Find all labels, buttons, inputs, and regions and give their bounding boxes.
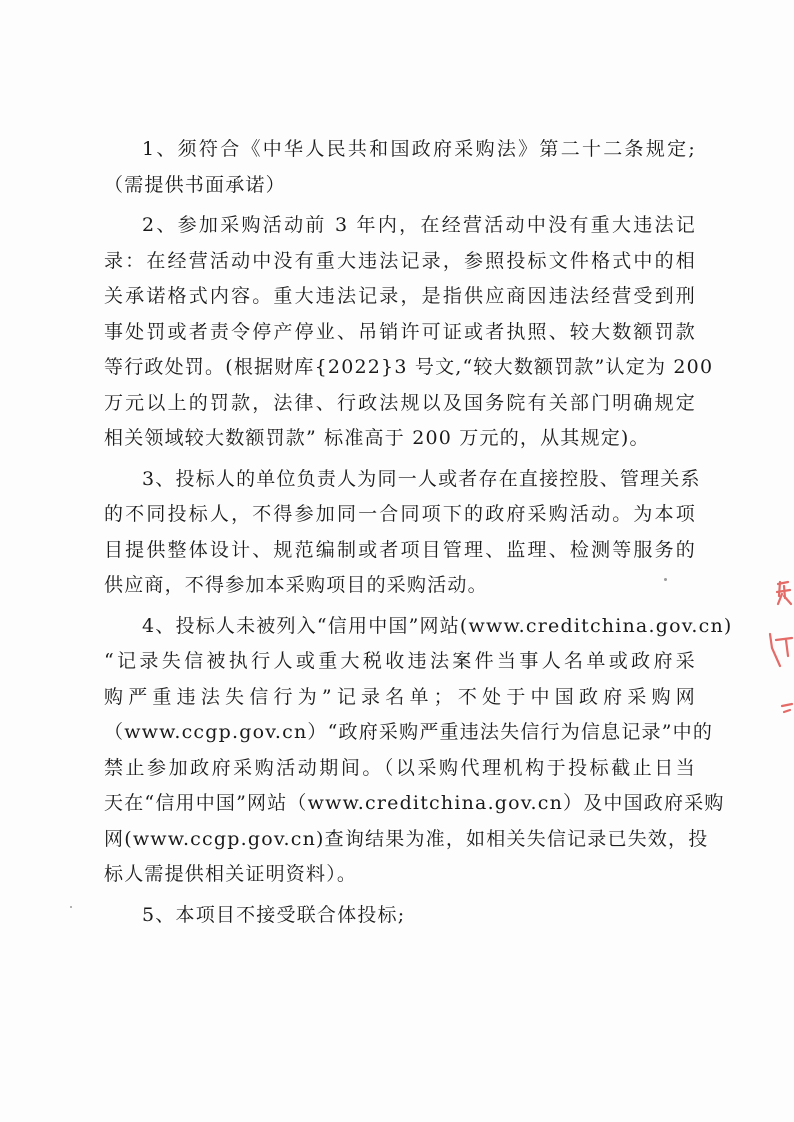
text-line: 的不同投标人，不得参加同一合同项下的政府采购活动。为本项 bbox=[104, 503, 696, 525]
text-line: 天在“信用中国”网站（www.creditchina.gov.cn）及中国政府采购 bbox=[104, 792, 725, 814]
paragraph-2 bbox=[104, 208, 714, 457]
text-line: 关承诺格式内容。重大违法记录，是指供应商因违法经营受到刑 bbox=[104, 285, 696, 307]
text-line: （www.ccgp.gov.cn）“政府采购严重违法失信行为信息记录”中的 bbox=[104, 721, 714, 743]
text-line: 万元以上的罚款，法律、行政法规以及国务院有关部门明确规定 bbox=[104, 391, 696, 414]
text-line: 标人需提供相关证明资料）。 bbox=[104, 863, 358, 885]
text-line: 事处罚或者责令停产停业、吊销许可证或者执照、较大数额罚款 bbox=[104, 320, 696, 343]
text-line: “记录失信被执行人或重大税收违法案件当事人名单或政府采 bbox=[104, 650, 696, 672]
scan-speck bbox=[70, 906, 72, 908]
text-line: 供应商，不得参加本采购项目的采购活动。 bbox=[104, 574, 488, 596]
paragraph-3 bbox=[104, 462, 701, 604]
seal-fragment-icon bbox=[758, 570, 794, 740]
document-body bbox=[104, 132, 733, 938]
text-line: 4、投标人未被列入“信用中国”网站(www.creditchina.gov.cn) bbox=[142, 614, 733, 637]
text-line: 等行政处罚。(根据财库{2022}3 号文,“较大数额罚款”认定为 200 bbox=[104, 356, 714, 378]
text-line: （需提供书面承诺） bbox=[104, 173, 286, 196]
text-line: 1、须符合《中华人民共和国政府采购法》第二十二条规定; bbox=[142, 138, 696, 160]
text-line: 网(www.ccgp.gov.cn)查询结果为准，如相关失信记录已失效，投 bbox=[104, 827, 709, 850]
paragraph-1 bbox=[104, 132, 696, 203]
text-line: 购严重违法失信行为”记录名单；不处于中国政府采购网 bbox=[104, 685, 696, 708]
text-line: 2、参加采购活动前 3 年内，在经营活动中没有重大违法记 bbox=[142, 214, 696, 236]
text-line: 5、本项目不接受联合体投标; bbox=[142, 903, 406, 926]
paragraph-4 bbox=[104, 609, 733, 893]
text-line: 录：在经营活动中没有重大违法记录，参照投标文件格式中的相 bbox=[104, 249, 696, 272]
text-line: 目提供整体设计、规范编制或者项目管理、监理、检测等服务的 bbox=[104, 538, 696, 561]
text-line: 相关领域较大数额罚款” 标准高于 200 万元的，从其规定)。 bbox=[104, 427, 650, 449]
text-line: 3、投标人的单位负责人为同一人或者存在直接控股、管理关系 bbox=[142, 467, 701, 490]
scan-speck bbox=[664, 578, 667, 581]
text-line: 禁止参加政府采购活动期间。（以采购代理机构于投标截止日当 bbox=[104, 756, 696, 779]
paragraph-5 bbox=[104, 898, 696, 934]
